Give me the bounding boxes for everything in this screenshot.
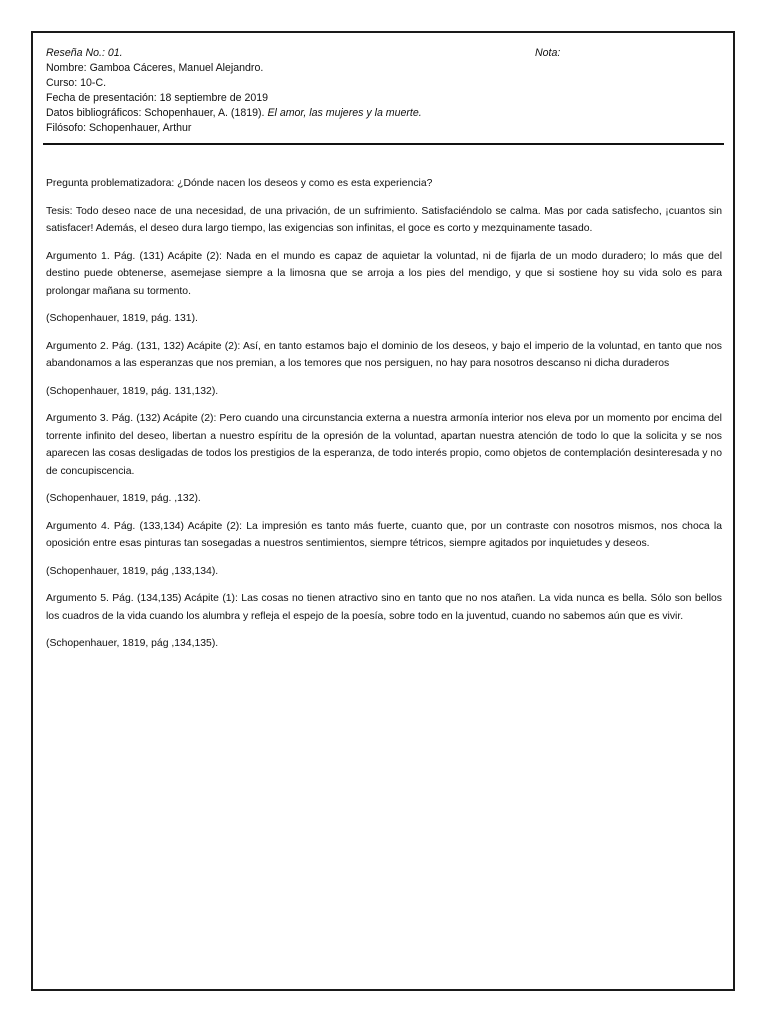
student-name: Nombre: Gamboa Cáceres, Manuel Alejandro. — [46, 62, 264, 74]
citation-5: (Schopenhauer, 1819, pág ,134,135). — [46, 638, 219, 649]
book-title: El amor, las mujeres y la muerte. — [267, 107, 422, 119]
citation-2: (Schopenhauer, 1819, pág. 131,132). — [46, 385, 219, 397]
presentation-date: Fecha de presentación: 18 septiembre de 2019 — [46, 92, 269, 104]
bibliographic-data — [46, 106, 721, 121]
bibliographic-prefix: Datos bibliográficos: Schopenhauer, A. (1819). — [46, 107, 265, 119]
citation-4: (Schopenhauer, 1819, pág ,133,134). — [46, 565, 219, 577]
grade-label: Nota: — [535, 47, 561, 59]
course: Curso: 10-C. — [46, 77, 107, 89]
philosopher: Filósofo: Schopenhauer, Arthur — [46, 122, 192, 134]
argument-5: Argumento 5. Pág. (134,135) Acápite (1): Las cosas no tienen atractivo sino en tanto que no nos atañen. La vida nunca es bella. Sólo son bellos los cuadros de la vida cuando los alumbra y refleja el espejo de la poesía, sobre todo en la juventud, cuando no sabemos aún que es vivir. — [46, 593, 722, 622]
citation-3: (Schopenhauer, 1819, pág. ,132). — [46, 493, 201, 504]
argument-4: Argumento 4. Pág. (133,134) Acápite (2): La impresión es tanto más fuerte, cuanto que, por un contraste con nosotros mismos, nos choca la oposición entre esas pinturas tan sosegadas a nuestros sentimientos, siempre tétricos, siempre agitados por inquietudes y deseos. — [46, 520, 722, 549]
argument-2: Argumento 2. Pág. (131, 132) Acápite (2): Así, en tanto estamos bajo el dominio de los deseos, y bajo el imperio de la voluntad, en tanto que nos abandonamos a las esperanzas que nos premian, a los temores que nos persiguen, no hay para nosotros descanso ni dicha duraderos — [46, 340, 722, 369]
document-header — [46, 46, 721, 136]
argument-3: Argumento 3. Pág. (132) Acápite (2): Pero cuando una circunstancia externa a nuestra armonía interior nos eleva por un momento por encima del torrente infinito del deseo, libertan a nuestro espíritu de la opresión de la voluntad, apartan nuestra atención de todo lo que la solicita y se nos aparecen las cosas desligadas de todos los prestigios de la esperanza, de todo interés propio, como objetos de contemplación desinteresada y no de concupiscencia. — [46, 413, 722, 477]
document-body — [46, 175, 722, 663]
citation-1: (Schopenhauer, 1819, pág. 131). — [46, 313, 198, 324]
guiding-question: Pregunta problematizadora: ¿Dónde nacen los deseos y como es esta experiencia? — [46, 178, 433, 189]
thesis-paragraph: Tesis: Todo deseo nace de una necesidad, de una privación, de un sufrimiento. Satisfaciéndolo se calma. Mas por cada satisfecho, ¡cuantos sin satisfacer! Además, el deseo dura largo tiempo, las exigencias son infinitas, el goce es corto y mezquinamente tasado. — [46, 205, 722, 234]
argument-1: Argumento 1. Pág. (131) Acápite (2): Nada en el mundo es capaz de aquietar la voluntad, ni de fijarla de un modo duradero; lo más que del destino puede obtenerse, asemejase siempre a la limosna que se arroja a los pies del mendigo, y que si sostiene hoy su vida solo es para prolongar mañana su tormento. — [46, 250, 722, 297]
resena-number: Reseña No.: 01. — [46, 47, 123, 59]
header-divider — [43, 143, 724, 145]
